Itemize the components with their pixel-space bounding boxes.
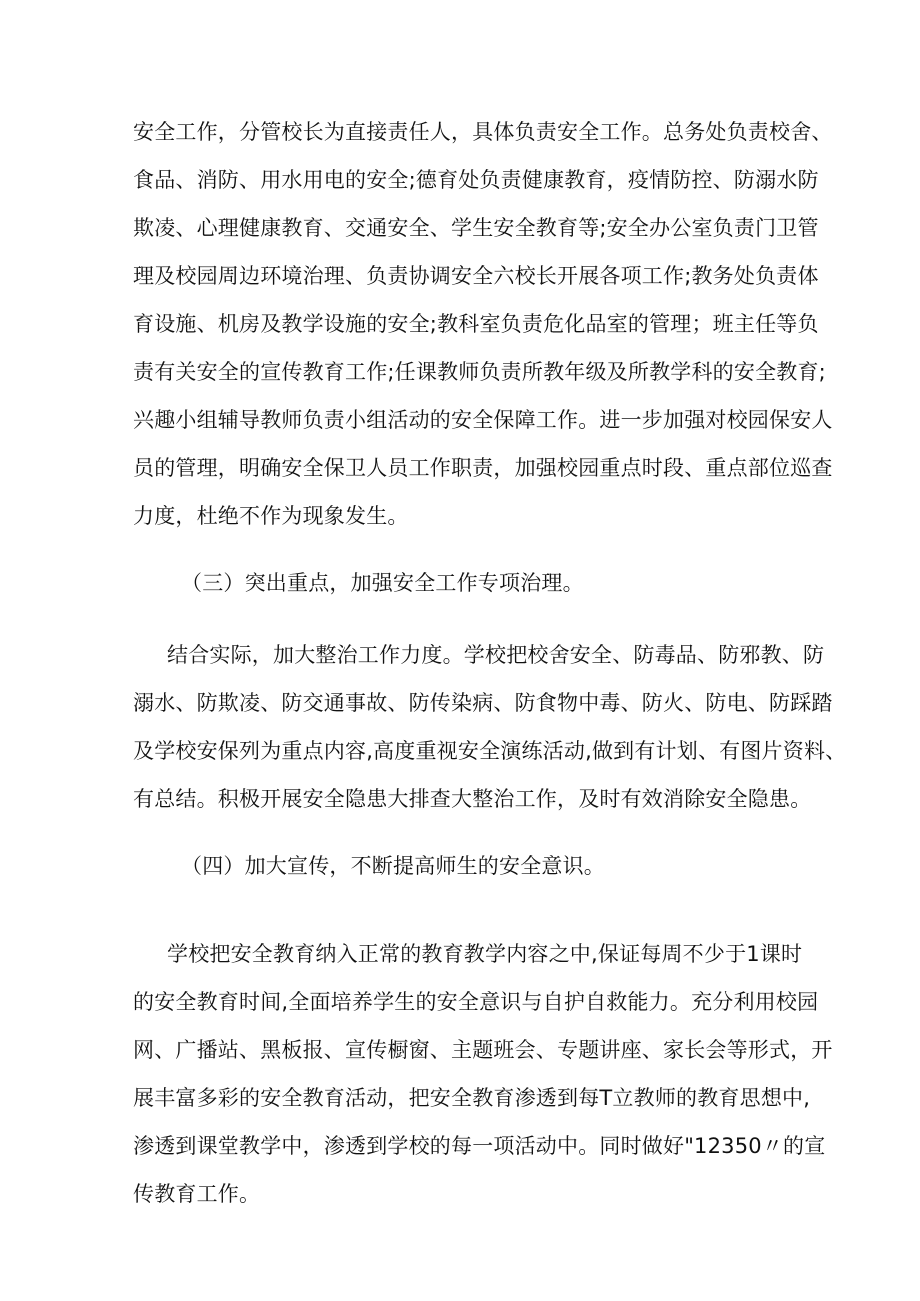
paragraph-line: 安全工作，分管校长为直接责任人，具体负责安全工作。总务处负责校舍、 bbox=[133, 120, 833, 144]
paragraph-line: 员的管理，明确安全保卫人员工作职责，加强校园重点时段、重点部位巡查 bbox=[133, 456, 833, 480]
paragraph-line: 及学校安保列为重点内容,高度重视安全演练活动,做到有计划、有图片资料、 bbox=[133, 739, 847, 763]
section-heading-3: （三）突出重点，加强安全工作专项治理。 bbox=[181, 571, 584, 595]
paragraph-line: 展丰富多彩的安全教育活动，把安全教育渗透到每T立教师的教育思想中, bbox=[133, 1086, 811, 1110]
paragraph-line: 网、广播站、黑板报、宣传橱窗、主题班会、专题讲座、家长会等形式，开 bbox=[133, 1038, 833, 1062]
paragraph-line: 溺水、防欺凌、防交通事故、防传染病、防食物中毒、防火、防电、防踩踏 bbox=[133, 691, 833, 715]
paragraph-line: 结合实际，加大整治工作力度。学校把校舍安全、防毒品、防邪教、防 bbox=[167, 643, 825, 667]
paragraph-line: 的安全教育时间,全面培养学生的安全意识与自护自救能力。充分利用校园 bbox=[133, 990, 819, 1014]
paragraph-line: 兴趣小组辅导教师负责小组活动的安全保障工作。进一步加强对校园保安人 bbox=[133, 408, 833, 432]
paragraph-line: 学校把安全教育纳入正常的教育教学内容之中,保证每周不少于1课时 bbox=[167, 942, 803, 966]
section-heading-4: （四）加大宣传，不断提高师生的安全意识。 bbox=[181, 854, 605, 878]
paragraph-line: 责有关安全的宣传教育工作;任课教师负责所教年级及所教学科的安全教育; bbox=[133, 360, 826, 384]
paragraph-line: 欺凌、心理健康教育、交通安全、学生安全教育等;安全办公室负责门卫管 bbox=[133, 216, 819, 240]
paragraph-line: 食品、消防、用水用电的安全;德育处负责健康教育，疫情防控、防溺水防 bbox=[133, 168, 819, 192]
paragraph-line: 渗透到课堂教学中，渗透到学校的每一项活动中。同时做好"12350〃的宣 bbox=[133, 1134, 826, 1158]
paragraph-line: 理及校园周边环境治理、负责协调安全六校长开展各项工作;教务处负责体 bbox=[133, 264, 819, 288]
paragraph-line: 力度，杜绝不作为现象发生。 bbox=[133, 504, 409, 528]
paragraph-line: 有总结。积极开展安全隐患大排查大整治工作，及时有效消除安全隐患。 bbox=[133, 787, 812, 811]
paragraph-line: 传教育工作。 bbox=[133, 1182, 261, 1206]
paragraph-line: 育设施、机房及教学设施的安全;教科室负责危化品室的管理；班主任等负 bbox=[133, 312, 819, 336]
